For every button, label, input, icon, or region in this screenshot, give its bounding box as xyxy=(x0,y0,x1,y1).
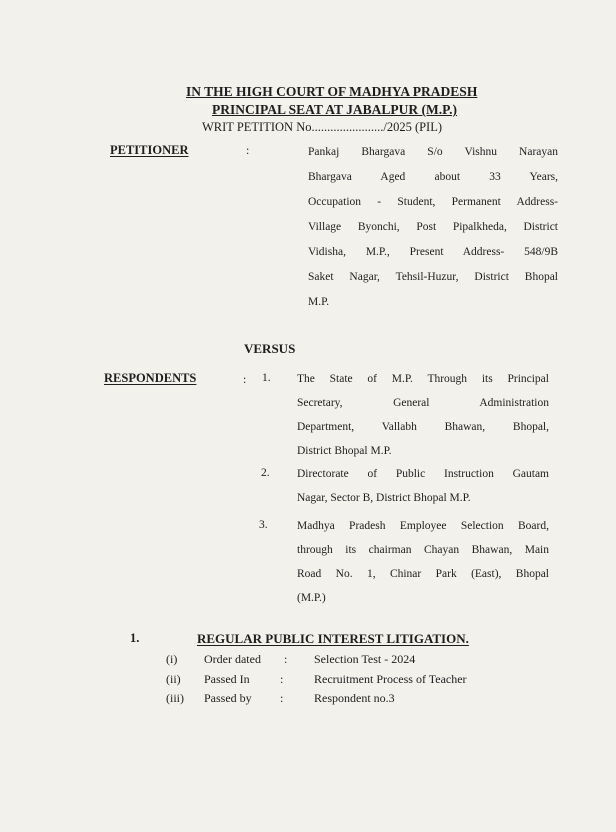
respondent-item xyxy=(297,367,549,463)
petitioner-line: Occupation - Student, Permanent Address- xyxy=(308,196,558,208)
respondent-item xyxy=(297,514,549,610)
row-roman: (i) xyxy=(166,652,178,666)
section-number: 1. xyxy=(130,631,140,645)
respondent-line: Nagar, Sector B, District Bhopal M.P. xyxy=(297,492,471,504)
row-roman: (ii) xyxy=(166,672,181,686)
row-label: Order dated xyxy=(204,652,261,666)
petitioner-colon: : xyxy=(246,143,250,157)
respondent-number: 1. xyxy=(262,372,271,384)
detail-row xyxy=(166,672,506,688)
respondents-colon: : xyxy=(243,372,247,386)
court-title: IN THE HIGH COURT OF MADHYA PRADESH xyxy=(186,84,478,99)
respondent-line: District Bhopal M.P. xyxy=(297,445,392,457)
petitioner-line: Pankaj Bhargava S/o Vishnu Narayan xyxy=(308,146,558,158)
respondent-item xyxy=(297,462,549,510)
respondent-line: Secretary, General Administration xyxy=(297,397,549,409)
respondent-line: through its chairman Chayan Bhawan, Main xyxy=(297,544,549,556)
row-colon: : xyxy=(284,652,288,666)
respondent-line: (M.P.) xyxy=(297,592,326,604)
row-value: Recruitment Process of Teacher xyxy=(314,672,467,686)
respondent-line: The State of M.P. Through its Principal xyxy=(297,373,549,385)
respondents-label: RESPONDENTS xyxy=(104,371,197,385)
versus-heading: VERSUS xyxy=(244,341,296,356)
petitioner-line: Vidisha, M.P., Present Address- 548/9B xyxy=(308,246,558,258)
row-colon: : xyxy=(280,672,284,686)
row-value: Selection Test - 2024 xyxy=(314,652,416,666)
respondent-line: Madhya Pradesh Employee Selection Board, xyxy=(297,520,549,532)
row-label: Passed In xyxy=(204,672,250,686)
respondent-number: 2. xyxy=(261,467,270,479)
petitioner-details xyxy=(308,140,558,315)
row-value: Respondent no.3 xyxy=(314,691,395,705)
detail-row xyxy=(166,652,506,668)
respondent-line: Road No. 1, Chinar Park (East), Bhopal xyxy=(297,568,549,580)
respondent-line: Directorate of Public Instruction Gautam xyxy=(297,468,549,480)
section-title: REGULAR PUBLIC INTEREST LITIGATION. xyxy=(197,631,469,646)
petitioner-line: Village Byonchi, Post Pipalkheda, District xyxy=(308,221,558,233)
row-label: Passed by xyxy=(204,691,252,705)
row-roman: (iii) xyxy=(166,691,184,705)
row-colon: : xyxy=(280,691,284,705)
petitioner-line: Bhargava Aged about 33 Years, xyxy=(308,171,558,183)
petitioner-line: M.P. xyxy=(308,296,330,308)
respondent-number: 3. xyxy=(259,519,268,531)
seat-title: PRINCIPAL SEAT AT JABALPUR (M.P.) xyxy=(212,102,458,117)
writ-petition-number: WRIT PETITION No......................./2025 (PIL) xyxy=(202,120,443,134)
petitioner-line: Saket Nagar, Tehsil-Huzur, District Bhopal xyxy=(308,271,558,283)
petitioner-label: PETITIONER xyxy=(110,143,189,157)
detail-row xyxy=(166,691,506,707)
respondent-line: Department, Vallabh Bhawan, Bhopal, xyxy=(297,421,549,433)
